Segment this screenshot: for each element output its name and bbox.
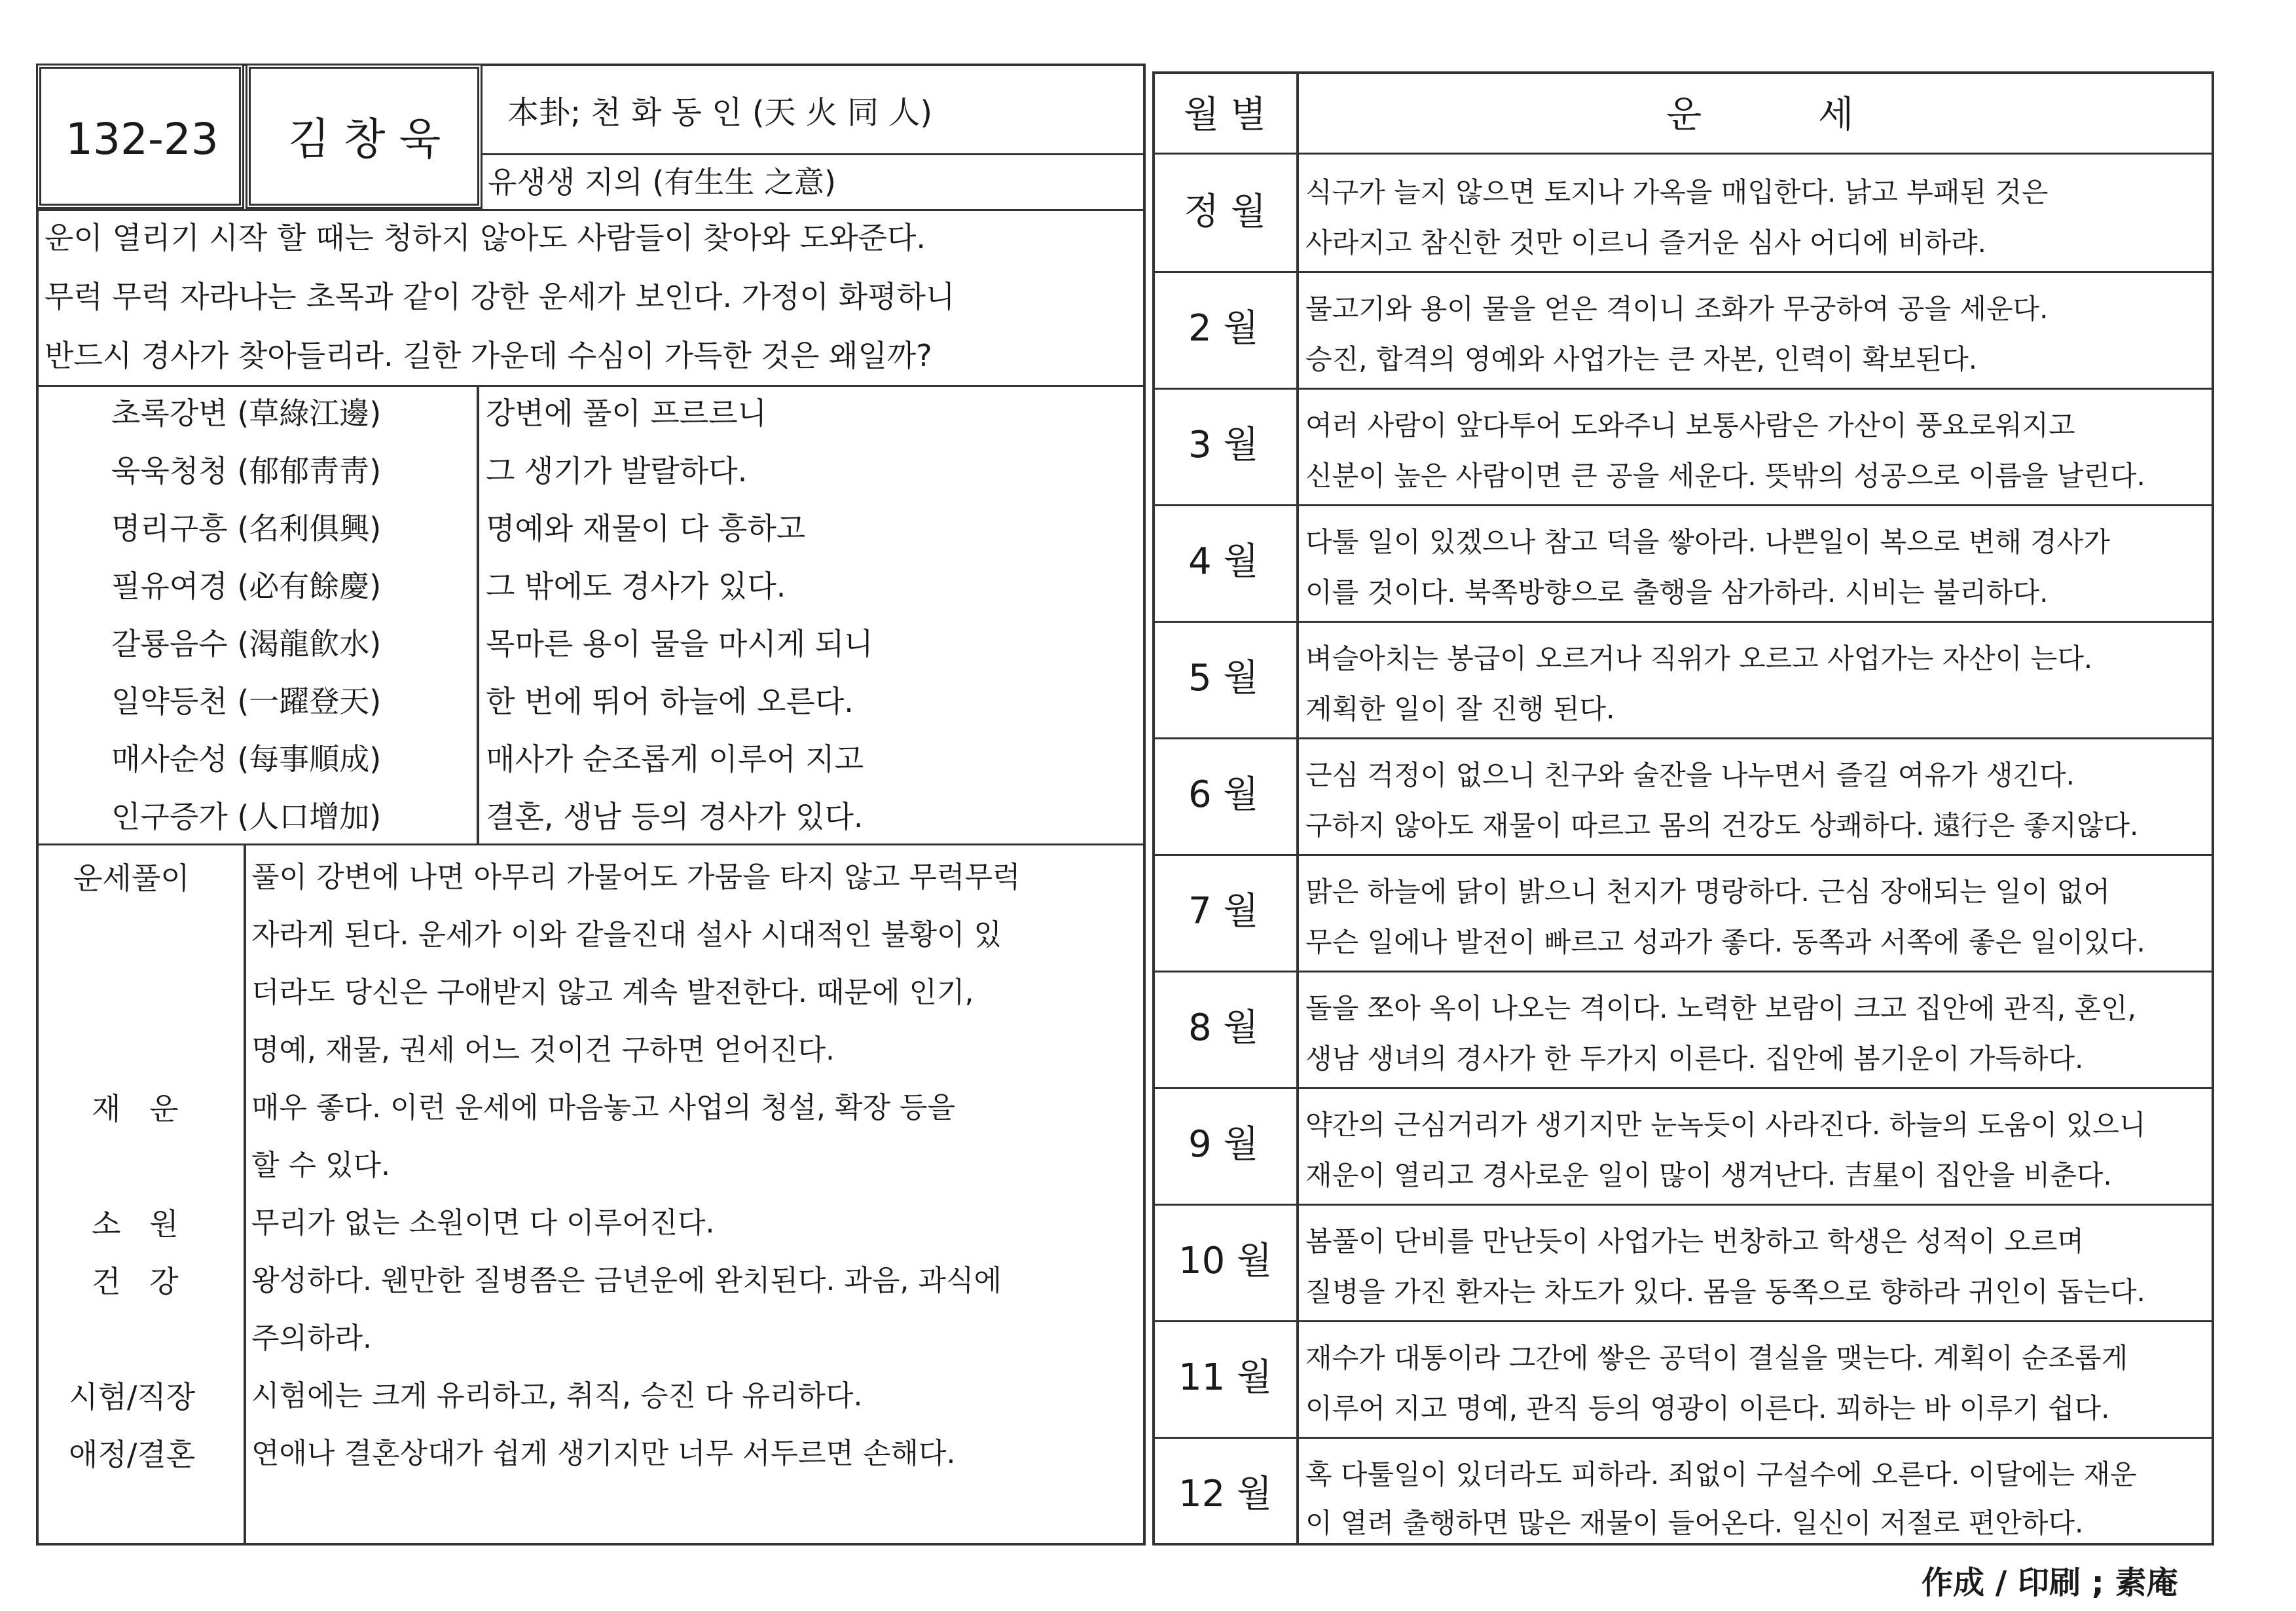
- unse-line-1: 풀이 강변에 나면 아무리 가물어도 가뭄을 타지 않고 무럭무럭: [251, 861, 1021, 894]
- fortune-line: 식구가 늘지 않으면 토지나 가옥을 매입한다. 낡고 부패된 것은: [1305, 176, 2049, 208]
- unse-label: 운세풀이: [73, 861, 190, 896]
- fortune-line: 계획한 일이 잘 진행 된다.: [1305, 693, 1615, 725]
- exam-line-1: 시험에는 크게 유리하고, 취직, 승진 다 유리하다.: [251, 1379, 863, 1413]
- month-label: 12 월: [1178, 1473, 1273, 1515]
- hexagram-divider: [483, 153, 1146, 155]
- idiom-term: 필유여경 (必有餘慶): [111, 568, 382, 604]
- fortune-line: 신분이 높은 사람이면 큰 공을 세운다. 뜻밖의 성공으로 이름을 날린다.: [1305, 460, 2145, 492]
- love-label: 애정/결혼: [69, 1437, 196, 1472]
- row-divider: [1152, 854, 2214, 856]
- health-line-2: 주의하라.: [251, 1322, 373, 1355]
- idiom-term: 초록강변 (草綠江邊): [111, 396, 382, 431]
- fortune-line: 혹 다툴일이 있더라도 피하라. 죄없이 구설수에 오른다. 이달에는 재운: [1305, 1458, 2137, 1491]
- row-divider: [1152, 504, 2214, 506]
- idiom-desc: 그 밖에도 경사가 있다.: [486, 568, 786, 604]
- fortune-line: 무슨 일에나 발전이 빠르고 성과가 좋다. 동쪽과 서쪽에 좋은 일이있다.: [1305, 926, 2145, 958]
- fortune-line: 돌을 쪼아 옥이 나오는 격이다. 노력한 보람이 크고 집안에 관직, 혼인,: [1305, 992, 2137, 1024]
- idiom-term: 갈룡음수 (渴龍飮水): [111, 626, 382, 661]
- fortune-line: 승진, 합격의 영예와 사업가는 큰 자본, 인력이 확보된다.: [1305, 343, 1978, 375]
- idiom-term: 일약등천 (一躍登天): [111, 684, 382, 719]
- idiom-desc: 명예와 재물이 다 흥하고: [486, 511, 806, 546]
- idiom-desc: 강변에 풀이 프르르니: [486, 396, 767, 431]
- footer-credit: 作成 / 印刷 ; 素庵: [1922, 1565, 2178, 1601]
- health-label: 건 강: [92, 1264, 179, 1299]
- unse-line-4: 명예, 재물, 권세 어느 것이건 구하면 얻어진다.: [251, 1033, 835, 1067]
- intro-line-1: 운이 열리기 시작 할 때는 청하지 않아도 사람들이 찾아와 도와준다.: [45, 220, 926, 255]
- idioms-bottom-divider: [36, 843, 1146, 845]
- fortune-line: 구하지 않아도 재물이 따르고 몸의 건강도 상쾌하다. 遠行은 좋지않다.: [1305, 809, 2139, 842]
- fortune-line: 이 열려 출행하면 많은 재물이 들어온다. 일신이 저절로 편안하다.: [1305, 1507, 2084, 1539]
- month-label: 5 월: [1188, 657, 1259, 699]
- intro-line-3: 반드시 경사가 찾아들리라. 길한 가운데 수심이 가득한 것은 왜일까?: [45, 338, 932, 373]
- unse-line-2: 자라게 된다. 운세가 이와 같을진대 설사 시대적인 불황이 있: [251, 918, 1002, 952]
- intro-bottom-divider: [36, 385, 1146, 387]
- row-divider: [1152, 1437, 2214, 1439]
- details-col-divider: [244, 843, 246, 1546]
- fortune-line: 재수가 대통이라 그간에 쌓은 공덕이 결실을 맺는다. 계획이 순조롭게: [1305, 1342, 2128, 1374]
- health-line-1: 왕성하다. 웬만한 질병쯤은 금년운에 완치된다. 과음, 과식에: [251, 1264, 1002, 1297]
- jaeun-line-1: 매우 좋다. 이런 운세에 마음놓고 사업의 청설, 확장 등을: [251, 1091, 955, 1124]
- idiom-desc: 그 생기가 발랄하다.: [486, 453, 748, 489]
- row-divider: [1152, 737, 2214, 739]
- month-label: 10 월: [1178, 1240, 1273, 1282]
- idiom-col-divider: [477, 385, 479, 843]
- jaeun-line-2: 할 수 있다.: [251, 1149, 390, 1182]
- idiom-term: 명리구흥 (名利俱興): [111, 511, 382, 546]
- fortune-line: 근심 걱정이 없으니 친구와 술잔을 나누면서 즐길 여유가 생긴다.: [1305, 759, 2075, 791]
- row-divider: [1152, 1204, 2214, 1206]
- month-label: 7 월: [1188, 890, 1259, 933]
- fortune-line: 봄풀이 단비를 만난듯이 사업가는 번창하고 학생은 성적이 오르며: [1305, 1225, 2084, 1257]
- idiom-term: 욱욱청청 (郁郁靑靑): [111, 453, 382, 489]
- fortune-line: 사라지고 참신한 것만 이르니 즐거운 심사 어디에 비하랴.: [1305, 227, 1986, 259]
- month-label: 9 월: [1188, 1123, 1259, 1166]
- fortune-line: 맑은 하늘에 닭이 밝으니 천지가 명랑하다. 근심 장애되는 일이 없어: [1305, 876, 2110, 908]
- fortune-line: 재운이 열리고 경사로운 일이 많이 생겨난다. 吉星이 집안을 비춘다.: [1305, 1159, 2112, 1191]
- idiom-desc: 목마른 용이 물을 마시게 되니: [486, 626, 873, 661]
- fortune-line: 질병을 가진 환자는 차도가 있다. 몸을 동쪽으로 향하라 귀인이 돕는다.: [1305, 1276, 2145, 1308]
- header-bottom-divider: [36, 209, 1146, 211]
- idiom-desc: 한 번에 뛰어 하늘에 오른다.: [486, 684, 854, 719]
- month-label: 3 월: [1188, 424, 1259, 466]
- table-header-divider: [1152, 153, 2214, 155]
- jaeun-label: 재 운: [92, 1091, 179, 1126]
- col-fortune-header: 운 세: [1666, 94, 1854, 136]
- exam-label: 시험/직장: [69, 1379, 196, 1415]
- row-divider: [1152, 971, 2214, 972]
- month-label: 4 월: [1188, 540, 1259, 583]
- fortune-line: 이를 것이다. 북쪽방향으로 출행을 삼가하라. 시비는 불리하다.: [1305, 576, 2049, 608]
- month-label: 2 월: [1188, 307, 1259, 350]
- row-divider: [1152, 621, 2214, 623]
- fortune-line: 약간의 근심거리가 생기지만 눈녹듯이 사라진다. 하늘의 도움이 있으니: [1305, 1109, 2146, 1141]
- fortune-line: 이루어 지고 명예, 관직 등의 영광이 이른다. 꾀하는 바 이루기 쉽다.: [1305, 1392, 2110, 1424]
- idiom-desc: 결혼, 생남 등의 경사가 있다.: [486, 799, 864, 834]
- col-month-header: 월 별: [1184, 94, 1266, 136]
- idiom-term: 매사순성 (每事順成): [111, 741, 382, 777]
- fortune-line: 다툴 일이 있겠으나 참고 덕을 쌓아라. 나쁜일이 복으로 변해 경사가: [1305, 526, 2110, 558]
- idiom-term: 인구증가 (人口增加): [111, 799, 382, 834]
- hexagram-meaning: 유생생 지의 (有生生 之意): [488, 164, 836, 200]
- idiom-desc: 매사가 순조롭게 이루어 지고: [486, 741, 864, 777]
- month-label: 11 월: [1178, 1356, 1273, 1399]
- fortune-line: 물고기와 용이 물을 얻은 격이니 조화가 무궁하여 공을 세운다.: [1305, 293, 2049, 325]
- row-divider: [1152, 388, 2214, 390]
- fortune-line: 여러 사람이 앞다투어 도와주니 보통사람은 가산이 풍요로워지고: [1305, 409, 2075, 441]
- month-label: 6 월: [1188, 773, 1259, 816]
- code-label: 132-23: [65, 114, 219, 164]
- fortune-line: 벼슬아치는 봉급이 오르거나 직위가 오르고 사업가는 자산이 는다.: [1305, 642, 2093, 675]
- row-divider: [1152, 271, 2214, 273]
- table-col-divider: [1296, 71, 1299, 1546]
- row-divider: [1152, 1087, 2214, 1089]
- fortune-line: 생남 생녀의 경사가 한 두가지 이른다. 집안에 봄기운이 가득하다.: [1305, 1043, 2084, 1075]
- month-label: 정 월: [1184, 191, 1266, 233]
- month-label: 8 월: [1188, 1007, 1259, 1049]
- love-line-1: 연애나 결혼상대가 쉽게 생기지만 너무 서두르면 손해다.: [251, 1437, 956, 1470]
- hexagram-title: 本卦; 천 화 동 인 (天 火 同 人): [507, 94, 933, 131]
- intro-line-2: 무럭 무럭 자라나는 초목과 같이 강한 운세가 보인다. 가정이 화평하니: [45, 279, 955, 314]
- sowon-label: 소 원: [92, 1206, 179, 1242]
- row-divider: [1152, 1320, 2214, 1322]
- sowon-line-1: 무리가 없는 소원이면 다 이루어진다.: [251, 1206, 715, 1240]
- unse-line-3: 더라도 당신은 구애받지 않고 계속 발전한다. 때문에 인기,: [251, 976, 974, 1009]
- name-label: 김 창 욱: [288, 114, 441, 164]
